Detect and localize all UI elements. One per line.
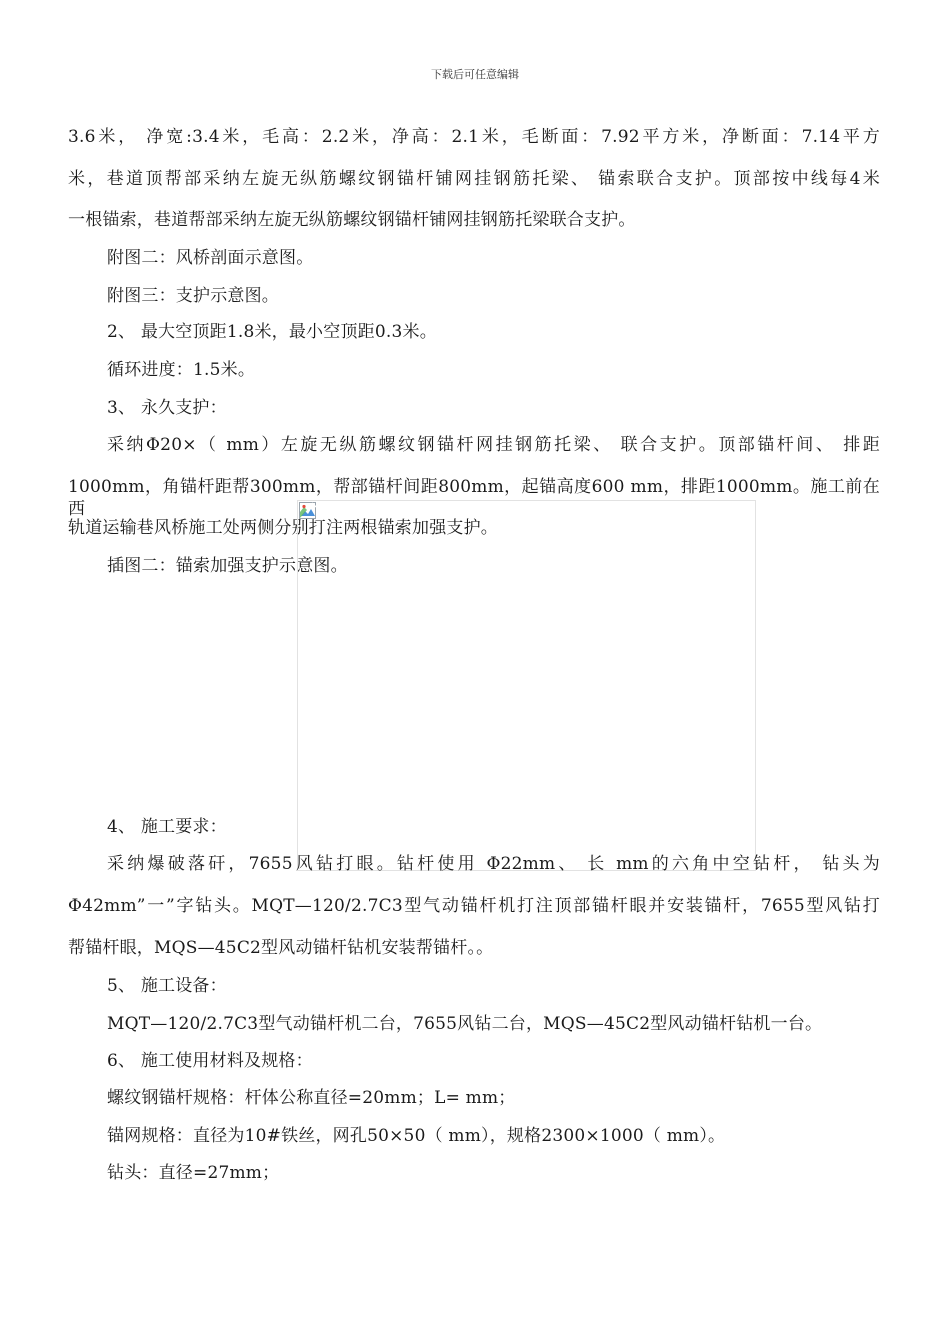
page-header: 下载后可任意编辑 [431,68,519,81]
figure-caption-3: 附图三：支护示意图。 [107,286,279,306]
mesh-spec: 锚网规格：直径为10#铁丝，网孔50×50（ mm），规格2300×1000（ mm）。 [107,1126,726,1146]
item-4-heading: 4、 施工要求： [107,817,227,837]
paragraph-line: 1000mm，角锚杆距帮300mm，帮部锚杆间距800mm，起锚高度600 mm，排距1000mm。施工前在西 [68,477,880,519]
broken-image-icon [299,502,317,520]
drill-bit-spec: 钻头：直径=27mm； [107,1163,280,1183]
paragraph-line: 一根锚索，巷道帮部采纳左旋无纵筋螺纹钢锚杆铺网挂钢筋托梁联合支护。 [68,210,636,230]
bolt-spec: 螺纹钢锚杆规格：杆体公称直径=20mm；L= mm； [107,1088,516,1108]
equipment-list: MQT—120/2.7C3型气动锚杆机二台，7655风钻二台，MQS—45C2型风动锚杆钻机一台。 [107,1014,823,1034]
paragraph-line: 采纳爆破落矸，7655风钻打眼。钻杆使用 Φ22mm、 长 mm的六角中空钻杆， 钻头为 [107,854,880,874]
cycle-progress: 循环进度：1.5米。 [107,360,256,380]
paragraph-line: 3.6米， 净宽:3.4米，毛高：2.2米，净高：2.1米，毛断面：7.92平方米，净断面：7.14平方 [68,127,880,147]
paragraph-line: 帮锚杆眼，MQS—45C2型风动锚杆钻机安装帮锚杆。。 [68,938,494,958]
figure-caption-2: 附图二：风桥剖面示意图。 [107,248,314,268]
paragraph-line: 米，巷道顶帮部采纳左旋无纵筋螺纹钢锚杆铺网挂钢筋托梁、 锚索联合支护。顶部按中线每4米 [68,169,880,189]
item-5-heading: 5、 施工设备： [107,976,227,996]
paragraph-line: 采纳Φ20×（ mm）左旋无纵筋螺纹钢锚杆网挂钢筋托梁、 联合支护。顶部锚杆间、 排距 [107,435,880,455]
paragraph-line: 轨道运输巷风桥施工处两侧分别打注两根锚索加强支护。 [68,518,498,538]
paragraph-line: Φ42mm”一”字钻头。MQT—120/2.7C3型气动锚杆机打注顶部锚杆眼并安装锚杆，7655型风钻打 [68,896,880,916]
item-3-heading: 3、 永久支护： [107,398,227,418]
figure-placeholder [297,500,756,871]
item-6-heading: 6、 施工使用材料及规格： [107,1051,313,1071]
item-2: 2、 最大空顶距1.8米，最小空顶距0.3米。 [107,322,437,342]
insert-caption-2: 插图二：锚索加强支护示意图。 [107,556,348,576]
